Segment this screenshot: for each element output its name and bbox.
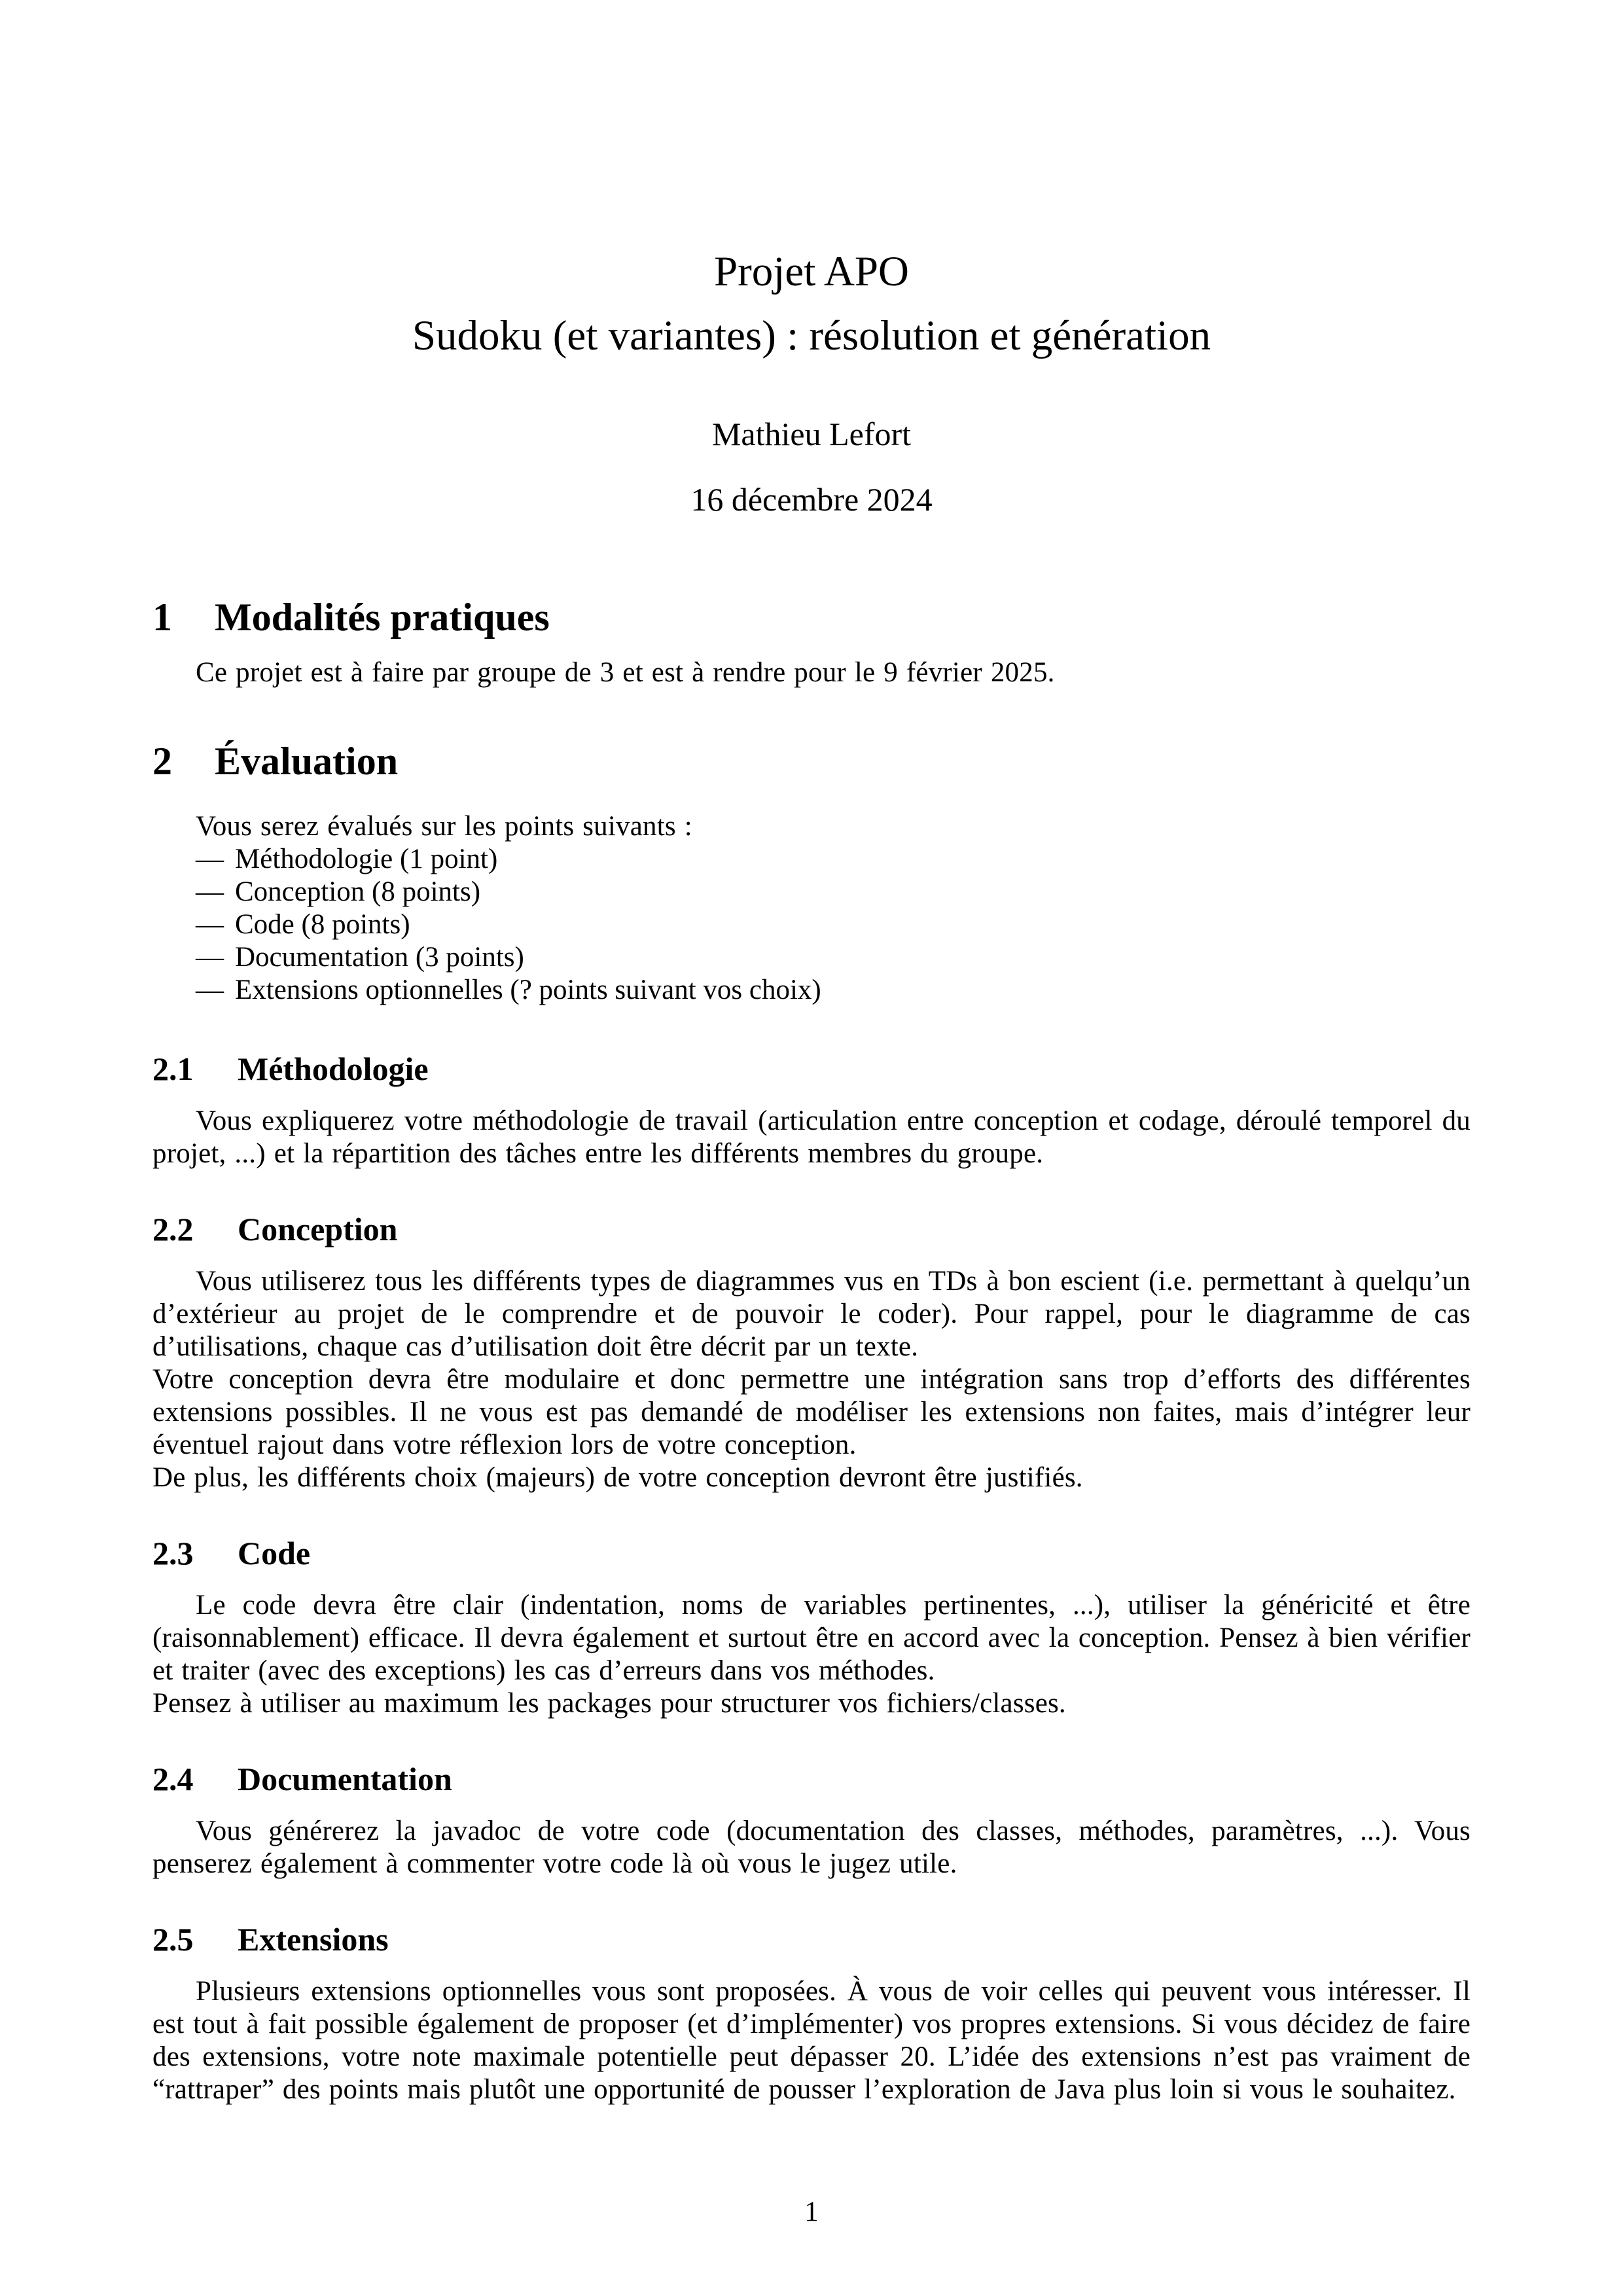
- evaluation-list: [152, 843, 1471, 1007]
- item-dash-marker: —: [196, 909, 224, 940]
- document-date: 16 décembre 2024: [690, 481, 933, 518]
- list-item-label: Conception (8 points): [235, 876, 481, 907]
- document-title: Projet APO: [714, 248, 909, 295]
- section-title: Modalités pratiques: [215, 596, 550, 639]
- subsection-title: Conception: [238, 1211, 398, 1247]
- subsection-title: Extensions: [238, 1921, 389, 1958]
- item-dash-marker: —: [196, 876, 224, 907]
- paragraph-conception-2: Votre conception devra être modulaire et donc permettre une intégration sans trop d’efforts des différentes extensions possibles. Il ne vous est pas demandé de modéliser les extensions non faites, mais d’intégrer leur éventuel rajout dans votre réflexion lors de votre conception.: [152, 1364, 1471, 1460]
- subsection-title: Documentation: [238, 1761, 452, 1797]
- document-subtitle: Sudoku (et variantes) : résolution et génération: [412, 312, 1211, 359]
- subsection-title: Code: [238, 1535, 311, 1571]
- section-number: 1: [152, 596, 172, 639]
- item-dash-marker: —: [196, 942, 224, 973]
- paragraph-code-2: Pensez à utiliser au maximum les packages pour structurer vos fichiers/classes.: [152, 1688, 1066, 1719]
- paragraph-modalites: Ce projet est à faire par groupe de 3 et est à rendre pour le 9 février 2025.: [196, 657, 1055, 688]
- section-title: Évaluation: [215, 740, 399, 783]
- paragraph-extensions: Plusieurs extensions optionnelles vous sont proposées. À vous de voir celles qui peuvent vous intéresser. Il est tout à fait possible également de proposer (et d’implémenter) vos propres extensions. Si vous décidez de faire des extensions, votre note maximale potentielle peut dépasser 20. L’idée des extensions n’est pas vraiment de “rattraper” des points mais plutôt une opportunité de pousser l’exploration de Java plus loin si vous le souhaitez.: [152, 1976, 1471, 2105]
- paragraph-code-1: Le code devra être clair (indentation, noms de variables pertinentes, ...), utiliser la généricité et être (raisonnablement) efficace. Il devra également et surtout être en accord avec la conception. Pensez à bien vérifier et traiter (avec des exceptions) les cas d’erreurs dans vos méthodes.: [152, 1590, 1471, 1686]
- subsection-number: 2.4: [152, 1761, 194, 1797]
- list-item: [152, 941, 1471, 974]
- section-2-heading: [152, 738, 1471, 784]
- list-item-label: Méthodologie (1 point): [235, 844, 498, 874]
- list-item: [152, 843, 1471, 876]
- item-dash-marker: —: [196, 844, 224, 874]
- list-item-label: Documentation (3 points): [235, 942, 524, 973]
- title-block: [152, 245, 1471, 519]
- list-item-label: Extensions optionnelles (? points suivant vos choix): [235, 975, 821, 1005]
- subsection-number: 2.2: [152, 1211, 194, 1247]
- paragraph-conception-1: Vous utiliserez tous les différents types de diagrammes vus en TDs à bon escient (i.e. permettant à quelqu’un d’extérieur au projet de le comprendre et de pouvoir le coder). Pour rappel, pour le diagramme de cas d’utilisations, chaque cas d’utilisation doit être décrit par un texte.: [152, 1266, 1471, 1362]
- subsection-number: 2.1: [152, 1050, 194, 1087]
- evaluation-intro: Vous serez évalués sur les points suivants :: [196, 811, 692, 842]
- subsection-2-5-heading: [152, 1920, 1471, 1959]
- paragraph-conception-3: De plus, les différents choix (majeurs) de votre conception devront être justifiés.: [152, 1462, 1083, 1493]
- subsection-number: 2.3: [152, 1535, 194, 1571]
- section-1-heading: [152, 594, 1471, 640]
- list-item-label: Code (8 points): [235, 909, 410, 940]
- subsection-2-1-heading: [152, 1049, 1471, 1088]
- page-number: 1: [804, 2197, 819, 2227]
- subsection-2-3-heading: [152, 1534, 1471, 1573]
- subsection-title: Méthodologie: [238, 1050, 429, 1087]
- section-number: 2: [152, 740, 172, 783]
- subsection-2-2-heading: [152, 1210, 1471, 1249]
- paragraph-documentation: Vous générerez la javadoc de votre code (documentation des classes, méthodes, paramètres, ...). Vous penserez également à commenter votre code là où vous le jugez utile.: [152, 1816, 1471, 1879]
- subsection-2-4-heading: [152, 1759, 1471, 1799]
- list-item: [152, 876, 1471, 908]
- subsection-number: 2.5: [152, 1921, 194, 1958]
- item-dash-marker: —: [196, 975, 224, 1005]
- paragraph-methodologie: Vous expliquerez votre méthodologie de travail (articulation entre conception et codage, déroulé temporel du projet, ...) et la répartition des tâches entre les différents membres du groupe.: [152, 1105, 1471, 1169]
- list-item: [152, 974, 1471, 1007]
- list-item: [152, 908, 1471, 941]
- author-name: Mathieu Lefort: [711, 416, 912, 452]
